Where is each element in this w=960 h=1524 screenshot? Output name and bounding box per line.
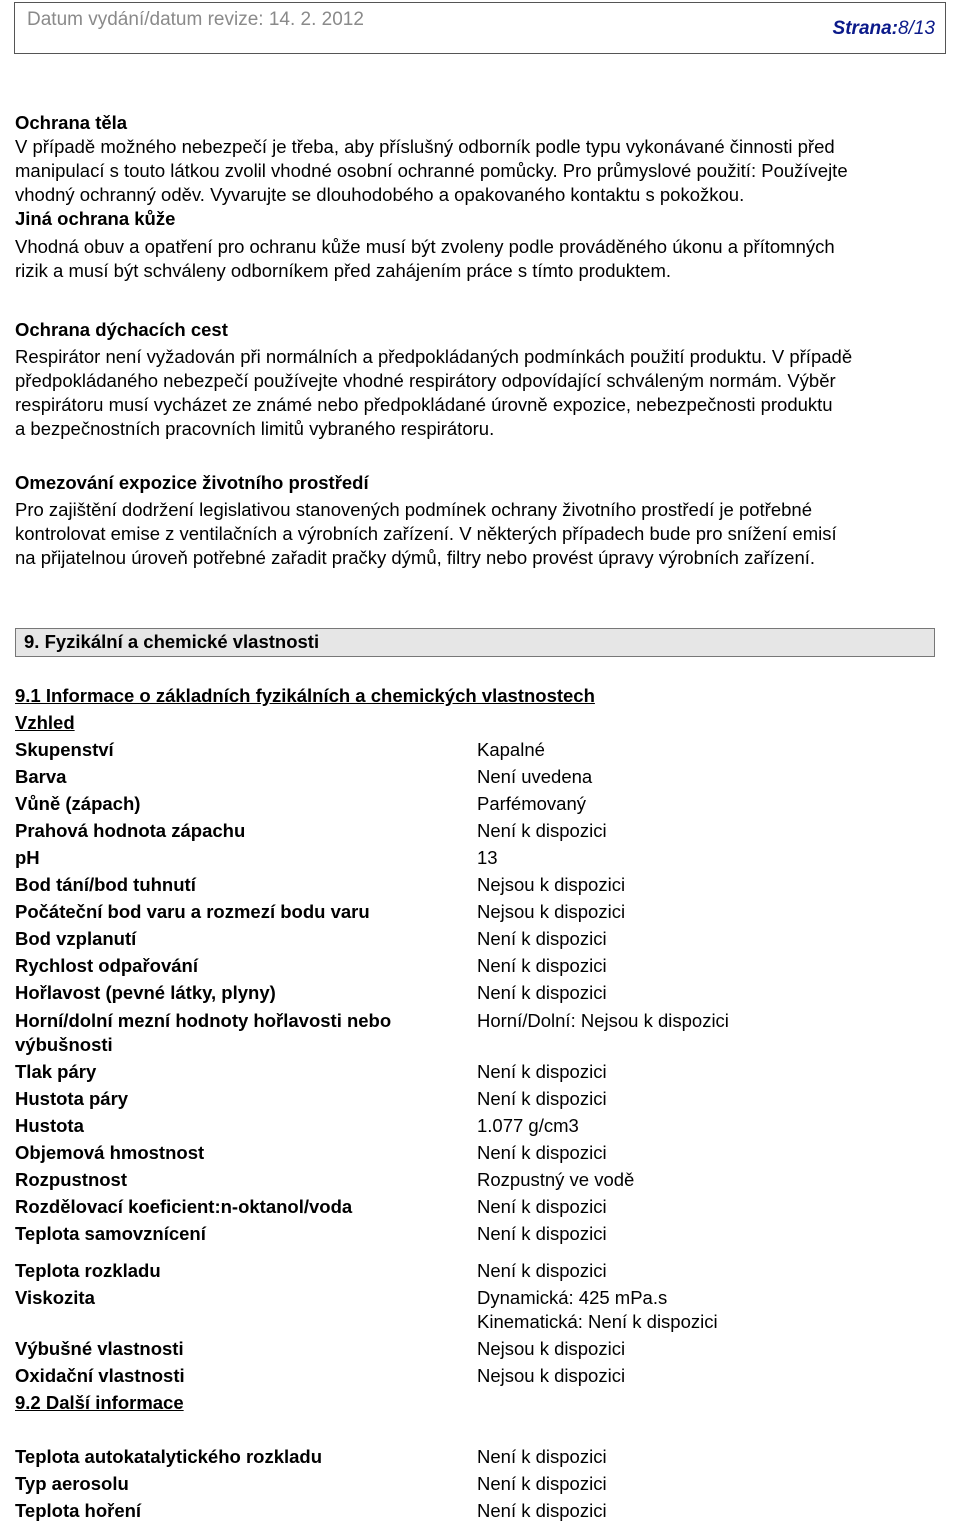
property-value: Není k dispozici bbox=[477, 1473, 607, 1494]
property-name: Tlak páry bbox=[15, 1061, 97, 1082]
paragraph-line: kontrolovat emise z ventilačních a výrobních zařízení. V některých případech bude pro snížení emisí bbox=[15, 523, 837, 544]
property-name: pH bbox=[15, 847, 40, 868]
paragraph-line: respirátoru musí vycházet ze známé nebo předpokládané úrovně expozice, nebezpečnosti produktu bbox=[15, 394, 833, 415]
paragraph-line: Vhodná obuv a opatření pro ochranu kůže musí být zvoleny podle prováděného úkonu a přítomných bbox=[15, 236, 835, 257]
respiratory-section bbox=[15, 318, 945, 441]
property-value: Není k dispozici bbox=[477, 955, 607, 976]
property-name: Teplota samovznícení bbox=[15, 1223, 206, 1244]
property-name: Viskozita bbox=[15, 1287, 95, 1308]
property-value: Není uvedena bbox=[477, 766, 593, 787]
property-value: Horní/Dolní: Nejsou k dispozici bbox=[477, 1010, 729, 1031]
property-value: 1.077 g/cm3 bbox=[477, 1115, 579, 1136]
appearance-heading: Vzhled bbox=[15, 712, 75, 733]
respiratory-heading: Ochrana dýchacích cest bbox=[15, 319, 228, 340]
property-value: 13 bbox=[477, 847, 498, 868]
section-9-title-box bbox=[15, 628, 935, 657]
body-protection-heading: Ochrana těla bbox=[15, 112, 128, 133]
property-name: Rychlost odpařování bbox=[15, 955, 198, 976]
property-name: Hustota bbox=[15, 1115, 84, 1136]
property-value: Není k dispozici bbox=[477, 1061, 607, 1082]
environment-section bbox=[15, 471, 945, 570]
property-name: Hustota páry bbox=[15, 1088, 129, 1109]
environment-heading: Omezování expozice životního prostředí bbox=[15, 472, 369, 493]
property-value: Parfémovaný bbox=[477, 793, 586, 814]
property-name: Bod vzplanutí bbox=[15, 928, 137, 949]
property-name: Bod tání/bod tuhnutí bbox=[15, 874, 196, 895]
property-value: Není k dispozici bbox=[477, 1260, 607, 1281]
property-value: Není k dispozici bbox=[477, 1500, 607, 1521]
property-value: Dynamická: 425 mPa.s bbox=[477, 1287, 668, 1308]
skin-protection-heading: Jiná ochrana kůže bbox=[15, 208, 176, 229]
subsection-9-1-heading: 9.1 Informace o základních fyzikálních a chemických vlastnostech bbox=[15, 685, 595, 706]
property-name: Hořlavost (pevné látky, plyny) bbox=[15, 982, 276, 1003]
paragraph-line: a bezpečnostních pracovních limitů vybraného respirátoru. bbox=[15, 418, 495, 439]
property-value: Není k dispozici bbox=[477, 928, 607, 949]
paragraph-line: Pro zajištění dodržení legislativou stanovených podmínek ochrany životního prostředí je potřebné bbox=[15, 499, 812, 520]
property-value: Není k dispozici bbox=[477, 1196, 607, 1217]
property-name: Počáteční bod varu a rozmezí bodu varu bbox=[15, 901, 370, 922]
property-name: Teplota hoření bbox=[15, 1500, 142, 1521]
paragraph-line: na přijatelnou úroveň potřebné zařadit pračky dýmů, filtry nebo provést úpravy výrobních zařízení. bbox=[15, 547, 816, 568]
subsection-9-2-heading: 9.2 Další informace bbox=[15, 1392, 184, 1413]
page-label: Strana: bbox=[832, 18, 899, 39]
property-value: Nejsou k dispozici bbox=[477, 874, 626, 895]
paragraph-line: rizik a musí být schváleny odborníkem před zahájením práce s tímto produktem. bbox=[15, 260, 672, 281]
property-value: Není k dispozici bbox=[477, 1223, 607, 1244]
property-name: Prahová hodnota zápachu bbox=[15, 820, 246, 841]
property-value: Není k dispozici bbox=[477, 1446, 607, 1467]
page-indicator bbox=[833, 17, 935, 41]
paragraph-line: V případě možného nebezpečí je třeba, aby příslušný odborník podle typu vykonávané činnosti před bbox=[15, 136, 835, 157]
section-9-title: 9. Fyzikální a chemické vlastnosti bbox=[24, 631, 320, 652]
property-value: Není k dispozici bbox=[477, 820, 607, 841]
property-name: Rozpustnost bbox=[15, 1169, 128, 1190]
property-value: Rozpustný ve vodě bbox=[477, 1169, 635, 1190]
property-name: Skupenství bbox=[15, 739, 114, 760]
property-value: Nejsou k dispozici bbox=[477, 901, 626, 922]
property-name: Horní/dolní mezní hodnoty hořlavosti nebo bbox=[15, 1010, 392, 1031]
property-value: Není k dispozici bbox=[477, 982, 607, 1003]
revision-date: Datum vydání/datum revize: 14. 2. 2012 bbox=[27, 9, 364, 30]
property-name: Vůně (zápach) bbox=[15, 793, 141, 814]
property-value: Není k dispozici bbox=[477, 1142, 607, 1163]
page-header bbox=[14, 2, 946, 54]
property-name: Teplota autokatalytického rozkladu bbox=[15, 1446, 323, 1467]
paragraph-line: Respirátor není vyžadován při normálních a předpokládaných podmínkách použití produktu. V případě bbox=[15, 346, 853, 367]
property-name: Objemová hmostnost bbox=[15, 1142, 205, 1163]
paragraph-line: manipulací s touto látkou zvolil vhodné osobní ochranné pomůcky. Pro průmyslové použití: Používejte bbox=[15, 160, 848, 181]
page-number: 8/13 bbox=[898, 18, 935, 39]
property-value: Nejsou k dispozici bbox=[477, 1338, 626, 1359]
property-name: Rozdělovací koeficient:n-oktanol/voda bbox=[15, 1196, 353, 1217]
property-value-continued: Kinematická: Není k dispozici bbox=[477, 1311, 718, 1332]
property-value: Nejsou k dispozici bbox=[477, 1365, 626, 1386]
property-value: Kapalné bbox=[477, 739, 545, 760]
paragraph-line: předpokládaného nebezpečí používejte vhodné respirátory odpovídající schváleným normám. Výběr bbox=[15, 370, 836, 391]
property-name: Výbušné vlastnosti bbox=[15, 1338, 184, 1359]
property-name: Barva bbox=[15, 766, 67, 787]
property-name: Teplota rozkladu bbox=[15, 1260, 161, 1281]
body-protection-section bbox=[15, 111, 945, 283]
property-value: Není k dispozici bbox=[477, 1088, 607, 1109]
property-name: Typ aerosolu bbox=[15, 1473, 129, 1494]
paragraph-line: vhodný ochranný oděv. Vyvarujte se dlouhodobého a opakovaného kontaktu s pokožkou. bbox=[15, 184, 745, 205]
property-name: Oxidační vlastnosti bbox=[15, 1365, 185, 1386]
property-name-continued: výbušnosti bbox=[15, 1034, 113, 1055]
